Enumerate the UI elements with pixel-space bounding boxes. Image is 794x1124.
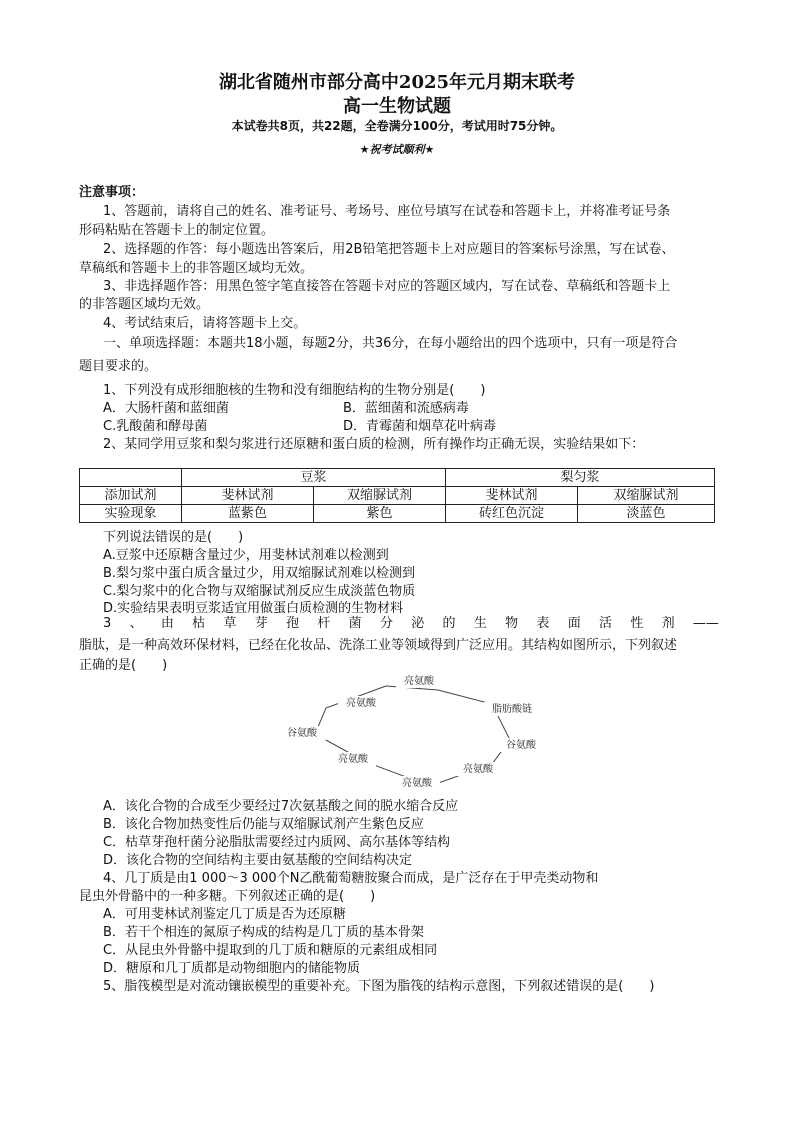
- q4-stem-line2: 昆虫外骨骼中的一种多糖。下列叙述正确的是( ): [79, 889, 376, 904]
- q3-stem-line3: 正确的是( ): [79, 658, 168, 673]
- q5-stem: 5、脂筏模型是对流动镶嵌模型的重要补充。下图为脂筏的结构示意图，下列叙述错误的是( ): [103, 979, 655, 994]
- node-leucine-lower-right: 亮氨酸: [463, 764, 493, 775]
- q2-option-b: B.梨匀浆中蛋白质含量过少，用双缩脲试剂难以检测到: [103, 566, 416, 581]
- node-leucine-upper-left: 亮氨酸: [346, 698, 376, 709]
- node-aspartate-right: 谷氨酸: [506, 740, 536, 751]
- q3-char: 剂: [661, 616, 675, 631]
- table-row: [80, 487, 715, 505]
- note-3a: 3、非选择题作答：用黑色签字笔直接答在答题卡对应的答题区域内，写在试卷、草稿纸和答题卡上: [103, 279, 671, 294]
- q3-option-a: A．该化合物的合成至少要经过7次氨基酸之间的脱水缩合反应: [103, 799, 459, 814]
- table-group-pear: 梨匀浆: [446, 469, 715, 487]
- q3-char: 3: [103, 616, 112, 631]
- q4-stem-line1: 4、几丁质是由1 000～3 000个N乙酰葡萄糖胺聚合而成，是广泛存在于甲壳类动物和: [103, 871, 599, 886]
- q3-char: 性: [630, 616, 644, 631]
- q3-char: 的: [442, 616, 456, 631]
- section1-line2: 题目要求的。: [79, 359, 158, 374]
- table-group-soymilk: 豆浆: [182, 469, 446, 487]
- q3-char: 、: [129, 616, 143, 631]
- q3-char: 菌: [348, 616, 362, 631]
- node-leucine-lower-left: 亮氨酸: [338, 754, 368, 765]
- q2-option-d: D.实验结果表明豆浆适宜用做蛋白质检测的生物材料: [103, 601, 404, 616]
- q1-option-a: A．大肠杆菌和蓝细菌: [103, 401, 229, 416]
- q3-char: 由: [160, 616, 174, 631]
- q3-option-d: D．该化合物的空间结构主要由氨基酸的空间结构决定: [103, 853, 413, 868]
- q3-stem-line2: 脂肽，是一种高效环保材料，已经在化妆品、洗涤工业等领域得到广泛应用。其结构如图所示，下列叙述: [79, 638, 678, 653]
- node-fatty-acid-chain: 脂肪酸链: [492, 704, 532, 715]
- table-cell: 斐林试剂: [182, 487, 314, 505]
- table-cell: 淡蓝色: [578, 505, 715, 523]
- note-2b: 草稿纸和答题卡上的非答题区域均无效。: [79, 261, 314, 276]
- q4-option-b: B．若干个相连的氮原子构成的结构是几丁质的基本骨架: [103, 925, 424, 940]
- q2-option-a: A.豆浆中还原糖含量过少，用斐林试剂难以检测到: [103, 548, 389, 563]
- q4-option-c: C．从昆虫外骨骼中提取到的几丁质和糖原的元素组成相同: [103, 943, 438, 958]
- notes-heading: 注意事项：: [79, 185, 145, 200]
- table-cell-empty: [80, 469, 182, 487]
- q1-stem: 1、下列没有成形细胞核的生物和没有细胞结构的生物分别是( ): [103, 383, 486, 398]
- q3-char: 孢: [286, 616, 300, 631]
- table-cell: 砖红色沉淀: [446, 505, 578, 523]
- exam-wish: ★祝考试顺利★: [359, 143, 435, 156]
- exam-info: 本试卷共8页，共22题，全卷满分100分，考试用时75分钟。: [231, 119, 563, 133]
- q3-char: ——: [692, 616, 719, 631]
- note-1a: 1、答题前，请将自己的姓名、准考证号、考场号、座位号填写在试卷和答题卡上，并将准考证号条: [103, 204, 671, 219]
- table-cell: 紫色: [314, 505, 446, 523]
- note-4: 4、考试结束后，请将答题卡上交。: [103, 316, 307, 331]
- table-cell: 双缩脲试剂: [578, 487, 715, 505]
- table-cell: 蓝紫色: [182, 505, 314, 523]
- q3-stem-line1: [103, 615, 719, 633]
- q3-char: 杆: [317, 616, 331, 631]
- q2-ask: 下列说法错误的是( ): [103, 530, 244, 545]
- lipopeptide-structure-diagram: [270, 670, 560, 800]
- exam-title: 湖北省随州市部分高中2025年元月期末联考: [218, 72, 576, 93]
- q4-option-d: D．糖原和几丁质都是动物细胞内的储能物质: [103, 961, 361, 976]
- table-row-label: 实验现象: [80, 505, 182, 523]
- section1-line1: 一、单项选择题：本题共18小题，每题2分，共36分，在每小题给出的四个选项中，只有一项是符合: [103, 336, 678, 351]
- exam-subtitle: 高一生物试题: [343, 96, 451, 117]
- q1-option-d: D．青霉菌和烟草花叶病毒: [343, 419, 497, 434]
- q3-char: 表: [536, 616, 550, 631]
- q3-char: 芽: [254, 616, 268, 631]
- q1-option-c: C.乳酸菌和酵母菌: [103, 419, 208, 434]
- table-row: [80, 469, 715, 487]
- note-3b: 的非答题区域均无效。: [79, 297, 210, 312]
- q2-stem: 2、某同学用豆浆和梨匀浆进行还原糖和蛋白质的检测，所有操作均正确无误，实验结果如下：: [103, 437, 645, 452]
- q3-option-c: C．枯草芽孢杆菌分泌脂肽需要经过内质网、高尔基体等结构: [103, 835, 451, 850]
- table-cell: 双缩脲试剂: [314, 487, 446, 505]
- q3-char: 生: [473, 616, 487, 631]
- q3-option-b: B．该化合物加热变性后仍能与双缩脲试剂产生紫色反应: [103, 817, 424, 832]
- note-1b: 形码粘贴在答题卡上的制定位置。: [79, 223, 275, 238]
- q3-char: 物: [505, 616, 519, 631]
- q2-option-c: C.梨匀浆中的化合物与双缩脲试剂反应生成淡蓝色物质: [103, 584, 416, 599]
- q4-option-a: A．可用斐林试剂鉴定几丁质是否为还原糖: [103, 907, 346, 922]
- node-glutamate-left: 谷氨酸: [287, 728, 317, 739]
- note-2a: 2、选择题的作答：每小题选出答案后，用2B铅笔把答题卡上对应题目的答案标号涂黑，写在试卷、: [103, 242, 675, 257]
- table-cell: 斐林试剂: [446, 487, 578, 505]
- q3-char: 活: [599, 616, 613, 631]
- q3-char: 分: [379, 616, 393, 631]
- q1-option-b: B．蓝细菌和流感病毒: [343, 401, 469, 416]
- q3-char: 草: [223, 616, 237, 631]
- table-row: [80, 505, 715, 523]
- q2-results-table: [79, 468, 715, 523]
- node-leucine-bottom: 亮氨酸: [402, 778, 432, 789]
- node-leucine-top: 亮氨酸: [404, 676, 434, 687]
- table-row-label: 添加试剂: [80, 487, 182, 505]
- q3-char: 面: [567, 616, 581, 631]
- q3-char: 枯: [192, 616, 206, 631]
- q3-char: 泌: [411, 616, 425, 631]
